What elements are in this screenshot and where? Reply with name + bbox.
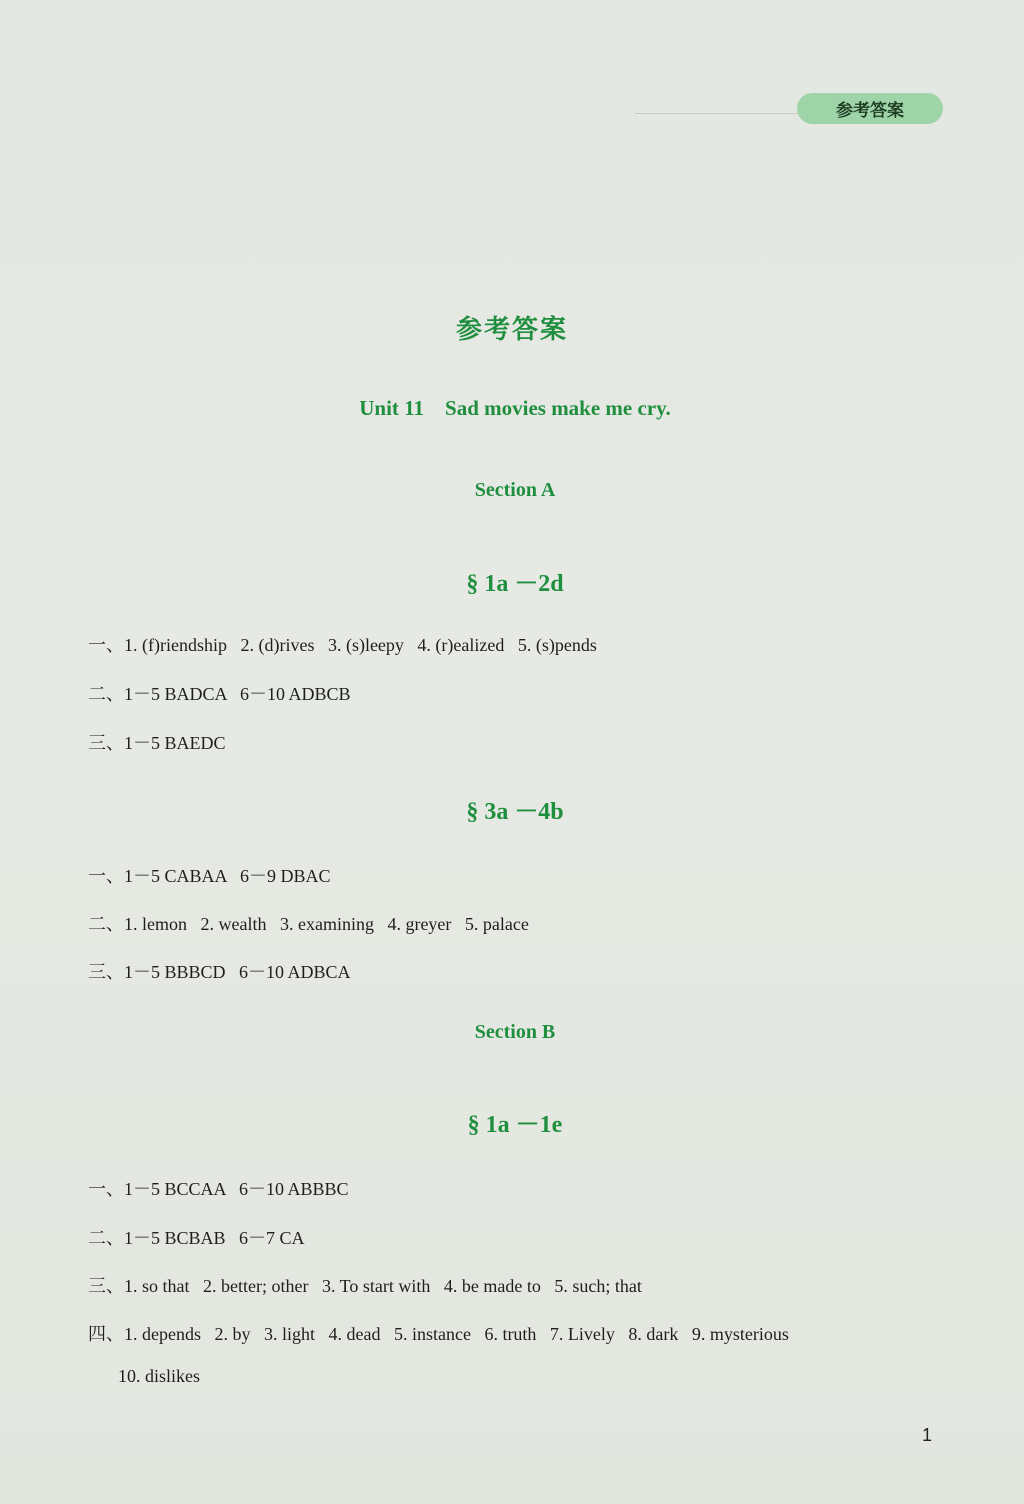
line-text: 1－5 BCCAA 6－10 ABBBC	[124, 1179, 349, 1199]
answer-line	[88, 729, 226, 755]
line-text: 1－5 BBBCD 6－10 ADBCA	[124, 962, 351, 982]
answer-line	[118, 1366, 200, 1387]
line-text: 1. lemon 2. wealth 3. examining 4. greyer 5. palace	[124, 914, 529, 934]
page-number: 1	[922, 1425, 933, 1445]
header-tag: 参考答案	[797, 93, 943, 124]
line-text: 1. (f)riendship 2. (d)rives 3. (s)leepy 4. (r)ealized 5. (s)pends	[124, 635, 597, 655]
subsection-1a-1e: § 1a －1e	[467, 1112, 563, 1138]
line-prefix: 二、	[88, 914, 124, 934]
answer-line	[88, 1224, 305, 1250]
line-text: 10. dislikes	[118, 1366, 201, 1386]
line-prefix: 三、	[88, 733, 124, 753]
line-text: 1－5 CABAA 6－9 DBAC	[124, 866, 331, 886]
page-title: 参考答案	[455, 315, 568, 345]
line-prefix: 二、	[88, 684, 124, 704]
line-prefix: 三、	[88, 1276, 124, 1296]
header-rule	[635, 113, 800, 114]
line-text: 1. depends 2. by 3. light 4. dead 5. instance 6. truth 7. Lively 8. dark 9. mysterious	[124, 1324, 789, 1344]
answer-line	[88, 1175, 349, 1201]
line-prefix: 一、	[88, 866, 124, 886]
answer-line	[88, 910, 529, 936]
answer-line	[88, 631, 597, 657]
line-prefix: 三、	[88, 962, 124, 982]
line-prefix: 一、	[88, 635, 124, 655]
line-text: 1－5 BCBAB 6－7 CA	[124, 1228, 305, 1248]
line-text: 1－5 BAEDC	[124, 733, 226, 753]
answer-line	[88, 1272, 642, 1298]
answer-line	[88, 1320, 789, 1346]
line-text: 1. so that 2. better; other 3. To start with 4. be made to 5. such; that	[124, 1276, 642, 1296]
answer-line	[88, 680, 351, 706]
answer-line	[88, 862, 331, 888]
section-a-heading: Section A	[474, 479, 556, 501]
line-text: 1－5 BADCA 6－10 ADBCB	[124, 684, 351, 704]
line-prefix: 一、	[88, 1179, 124, 1199]
section-b-heading: Section B	[474, 1021, 556, 1043]
subsection-3a-4b: § 3a －4b	[466, 799, 564, 825]
answer-line	[88, 958, 351, 984]
subsection-1a-2d: § 1a －2d	[466, 571, 564, 597]
line-prefix: 四、	[88, 1324, 124, 1344]
unit-title: Unit 11 Sad movies make me cry.	[359, 396, 671, 420]
line-prefix: 二、	[88, 1228, 124, 1248]
